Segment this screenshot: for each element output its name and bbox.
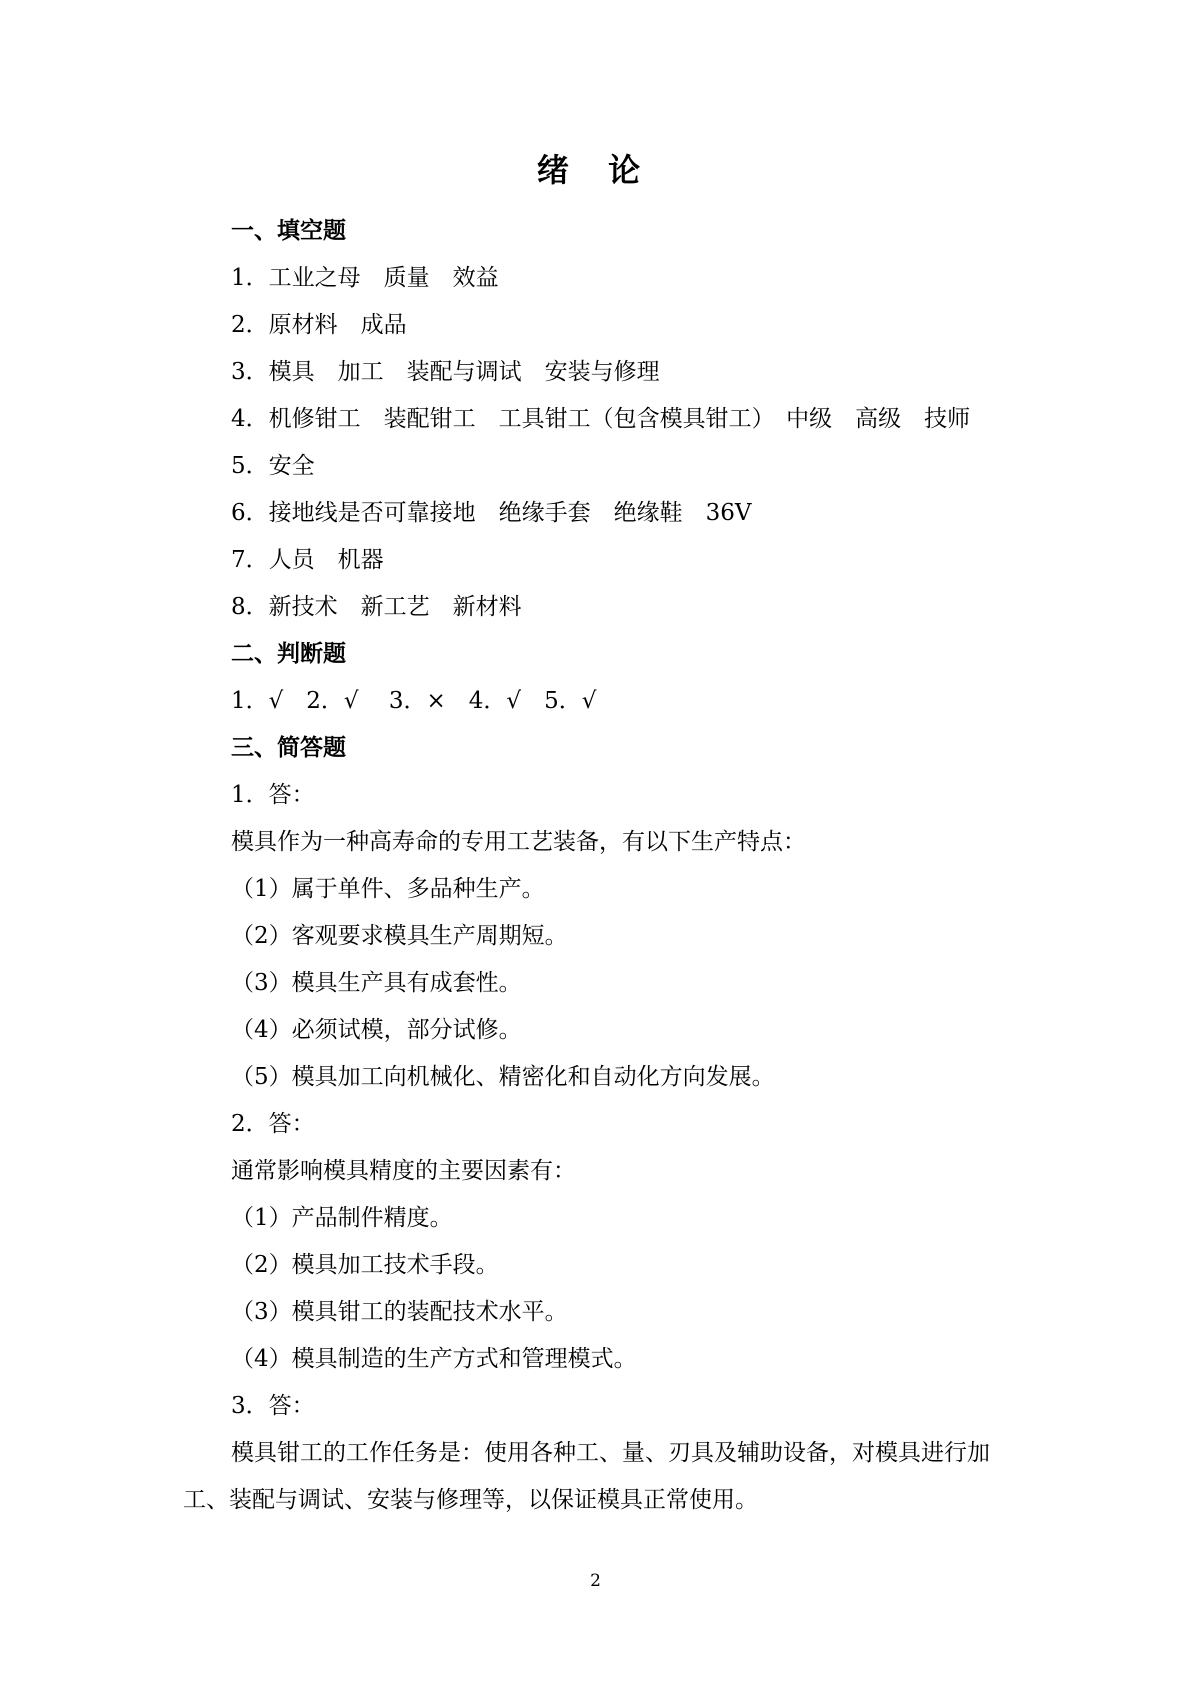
answer-point: （4）必须试模，部分试修。 [231,1017,522,1043]
answer-point: （2）客观要求模具生产周期短。 [231,923,568,949]
page-title: 绪 论 [536,151,655,189]
question-label: 2．答： [231,1111,315,1137]
answer-point: （3）模具生产具有成套性。 [231,970,522,996]
answer-point: （1）产品制件精度。 [231,1205,453,1231]
answer-line: 7．人员 机器 [231,547,384,573]
answer-line: 6．接地线是否可靠接地 绝缘手套 绝缘鞋 36V [231,500,752,526]
answer-paragraph-line: 模具钳工的工作任务是：使用各种工、量、刃具及辅助设备，对模具进行加 [231,1440,990,1466]
answer-intro: 模具作为一种高寿命的专用工艺装备，有以下生产特点： [231,829,806,855]
answer-paragraph-line: 工、装配与调试、安装与修理等，以保证模具正常使用。 [183,1487,758,1513]
answer-point: （3）模具钳工的装配技术水平。 [231,1299,568,1325]
answer-point: （2）模具加工技术手段。 [231,1252,499,1278]
answer-line: 5．安全 [231,453,315,479]
question-label: 3．答： [231,1393,315,1419]
question-label: 1．答： [231,782,315,808]
answer-line: 4．机修钳工 装配钳工 工具钳工（包含模具钳工） 中级 高级 技师 [231,406,971,432]
page-number: 2 [590,1571,601,1591]
answer-line: 3．模具 加工 装配与调试 安装与修理 [231,359,660,385]
section-heading-short-answer: 三、简答题 [231,735,346,761]
true-false-answers: 1．√ 2．√ 3．× 4．√ 5．√ [231,688,597,714]
answer-point: （4）模具制造的生产方式和管理模式。 [231,1346,637,1372]
section-heading-true-false: 二、判断题 [231,641,346,667]
answer-line: 8．新技术 新工艺 新材料 [231,594,522,620]
answer-intro: 通常影响模具精度的主要因素有： [231,1158,576,1184]
answer-line: 1．工业之母 质量 效益 [231,265,499,291]
answer-point: （1）属于单件、多品种生产。 [231,876,545,902]
answer-line: 2．原材料 成品 [231,312,407,338]
answer-point: （5）模具加工向机械化、精密化和自动化方向发展。 [231,1064,775,1090]
section-heading-fill-in: 一、填空题 [231,218,346,244]
